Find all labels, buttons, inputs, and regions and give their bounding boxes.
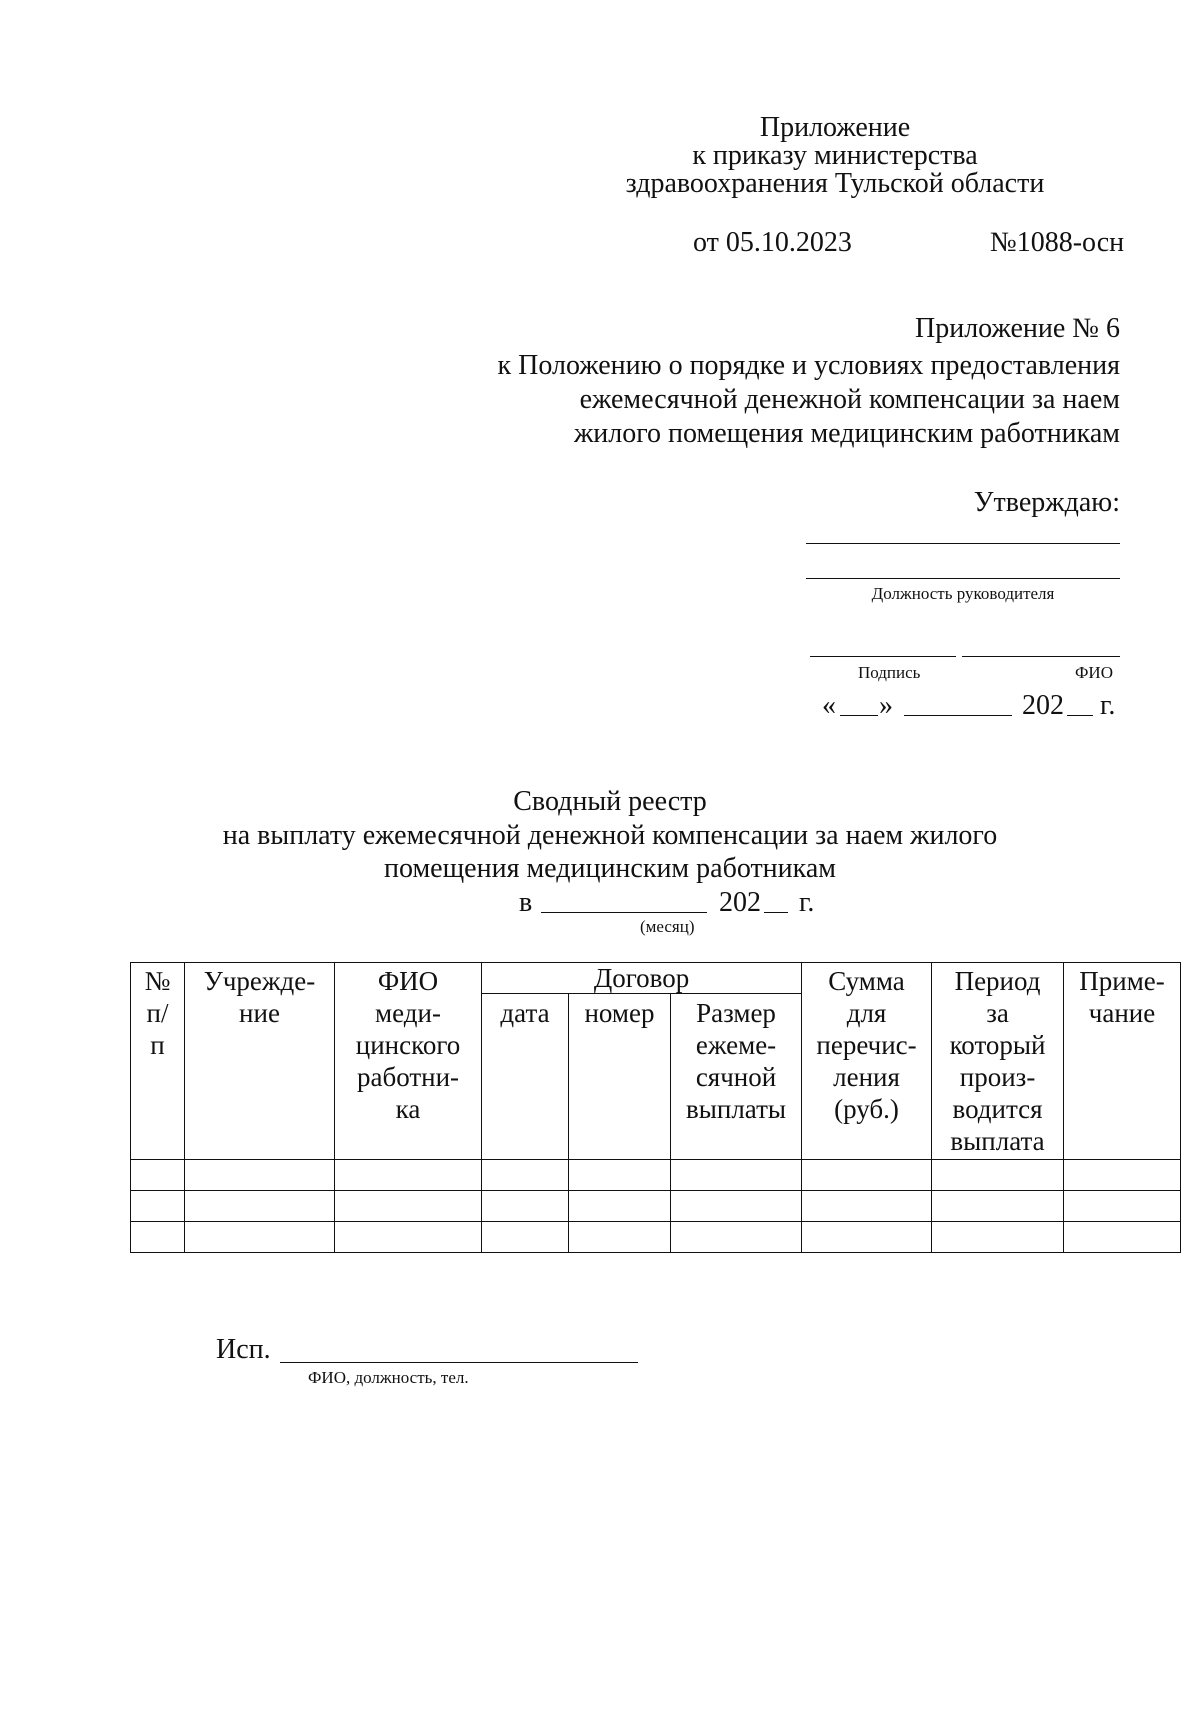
table-cell xyxy=(569,1160,671,1191)
table-cell xyxy=(482,1191,569,1222)
table-row xyxy=(131,1191,1181,1222)
table-cell xyxy=(185,1222,335,1253)
order-date: от 05.10.2023 xyxy=(693,227,852,258)
table-cell xyxy=(671,1222,802,1253)
approval-year: 202 xyxy=(1022,690,1064,721)
appendix6-line3: жилого помещения медицинским работникам xyxy=(573,418,1120,449)
executor-line xyxy=(280,1362,638,1363)
month-line xyxy=(904,715,1012,716)
col-header-note: Приме- чание xyxy=(1064,963,1181,1160)
table-cell xyxy=(932,1222,1064,1253)
table-cell xyxy=(482,1222,569,1253)
year-line xyxy=(1067,715,1093,716)
executor-caption: ФИО, должность, тел. xyxy=(308,1368,469,1387)
day-line xyxy=(840,715,878,716)
table-cell xyxy=(335,1222,482,1253)
appendix6-title: Приложение № 6 xyxy=(915,313,1120,344)
signature-line xyxy=(810,656,956,657)
register-subtitle-2: помещения медицинским работникам xyxy=(384,853,836,884)
table-cell xyxy=(1064,1191,1181,1222)
table-cell xyxy=(802,1160,932,1191)
table-cell xyxy=(131,1222,185,1253)
date-close-quote: » xyxy=(879,690,893,721)
table-row xyxy=(131,1222,1181,1253)
period-year-line xyxy=(764,912,788,913)
table-cell xyxy=(802,1222,932,1253)
table-cell xyxy=(335,1191,482,1222)
executor-label: Исп. xyxy=(216,1334,271,1365)
table-cell xyxy=(802,1191,932,1222)
signature-caption: Подпись xyxy=(858,663,921,682)
table-cell xyxy=(335,1160,482,1191)
register-subtitle-1: на выплату ежемесячной денежной компенсации за наем жилого xyxy=(222,820,998,851)
col-header-num: № п/ п xyxy=(131,963,185,1160)
table-cell xyxy=(932,1160,1064,1191)
col-header-contract: Договор xyxy=(482,963,802,994)
col-header-contract-amount: Размер ежеме- сячной выплаты xyxy=(671,994,802,1160)
approval-year-suffix: г. xyxy=(1100,690,1116,721)
col-header-institution: Учрежде- ние xyxy=(185,963,335,1160)
period-year-suffix: г. xyxy=(799,887,815,918)
table-cell xyxy=(185,1191,335,1222)
col-header-period: Период за который произ- водится выплата xyxy=(932,963,1064,1160)
table-cell xyxy=(671,1191,802,1222)
col-header-contract-number: номер xyxy=(569,994,671,1160)
col-header-contract-date: дата xyxy=(482,994,569,1160)
period-year: 202 xyxy=(719,887,761,918)
fio-caption: ФИО xyxy=(1075,663,1113,682)
appendix-title: Приложение xyxy=(759,112,911,143)
col-header-fio: ФИО меди- цинского работни- ка xyxy=(335,963,482,1160)
table-cell xyxy=(569,1222,671,1253)
fio-line xyxy=(962,656,1120,657)
period-prefix: в xyxy=(519,887,533,918)
appendix6-line2: ежемесячной денежной компенсации за наем xyxy=(579,384,1120,415)
table-cell xyxy=(932,1191,1064,1222)
period-month-line xyxy=(541,912,707,913)
table-cell xyxy=(131,1191,185,1222)
approver-line-1 xyxy=(806,543,1120,544)
approver-line-2 xyxy=(806,578,1120,579)
appendix6-line1: к Положению о порядке и условиях предоставления xyxy=(497,350,1120,381)
col-header-sum: Сумма для перечис- ления (руб.) xyxy=(802,963,932,1160)
table-cell xyxy=(1064,1160,1181,1191)
table-cell xyxy=(1064,1222,1181,1253)
table-row xyxy=(131,1160,1181,1191)
table-cell xyxy=(569,1191,671,1222)
register-table xyxy=(130,962,1181,1253)
table-cell xyxy=(131,1160,185,1191)
month-caption: (месяц) xyxy=(640,917,695,936)
approve-label: Утверждаю: xyxy=(973,487,1120,518)
date-open-quote: « xyxy=(822,690,836,721)
register-title: Сводный реестр xyxy=(513,786,707,817)
table-cell xyxy=(185,1160,335,1191)
order-number: №1088-осн xyxy=(990,227,1125,258)
appendix-line2: к приказу министерства xyxy=(692,140,978,171)
table-cell xyxy=(482,1160,569,1191)
appendix-line3: здравоохранения Тульской области xyxy=(625,168,1045,199)
table-cell xyxy=(671,1160,802,1191)
position-caption: Должность руководителя xyxy=(871,584,1055,603)
